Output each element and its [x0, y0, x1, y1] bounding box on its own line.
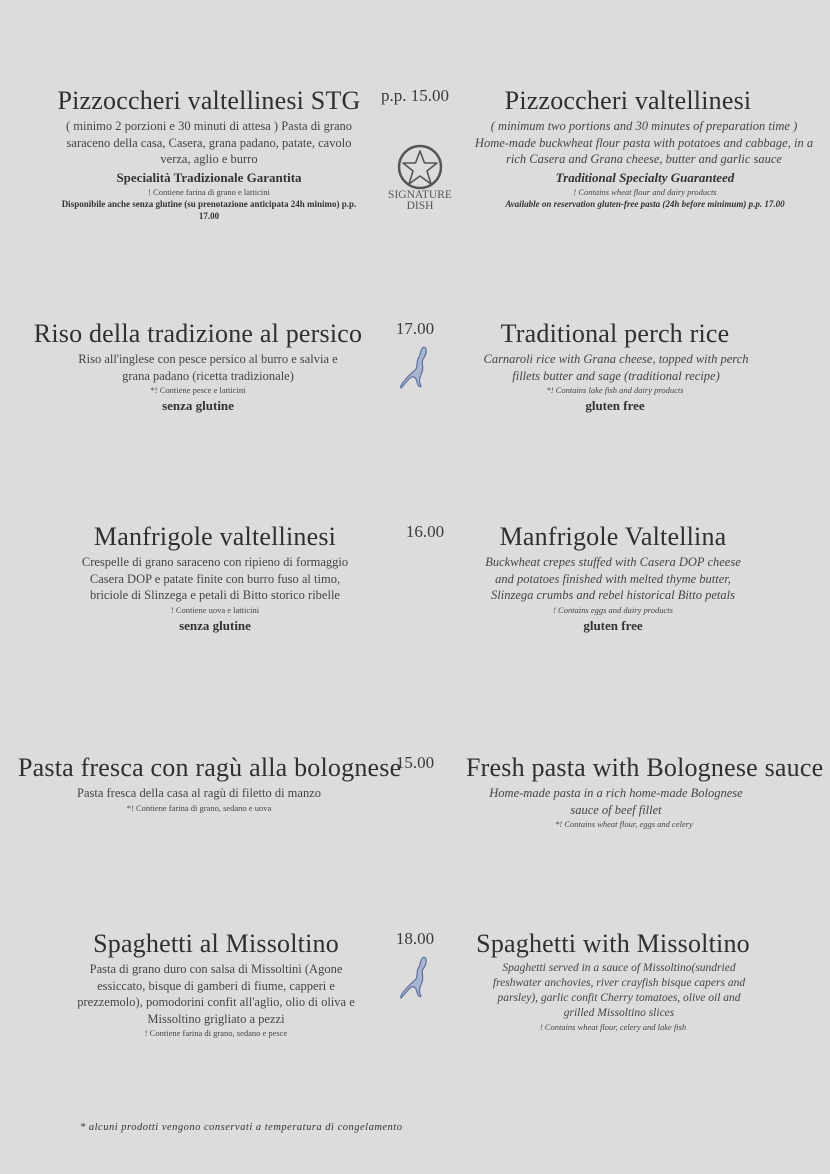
price: 16.00 — [405, 522, 445, 541]
dish-title: Pizzoccheri valtellinesi — [504, 86, 752, 115]
gluten-free-availability: Available on reservation gluten-free pasta (24h before minimum) p.p. 17.00 — [505, 198, 785, 209]
allergen-note: *! Contains lake fish and dairy products — [546, 385, 684, 395]
dish-title: Traditional perch rice — [500, 319, 730, 348]
allergen-note: ! Contiene farina di grano e latticini — [148, 186, 270, 197]
english-column — [470, 86, 820, 210]
dish-description: Spaghetti served in a sauce of Missoltino(sundried freshwater anchovies, river crayfish bisque capers and parsley), garlic confit Cherry tomatoes, olive oil and grilled Missoltino slices — [492, 962, 746, 1019]
signature-star-icon — [395, 144, 445, 190]
dish-description: ( minimo 2 porzioni e 30 minuti di attesa ) Pasta di grano saraceno della casa, Casera, grana padano, patate, cavolo verza, aglio e burro — [65, 119, 353, 166]
dish-title: Pasta fresca con ragù alla bolognese — [18, 753, 402, 782]
italian-column — [48, 929, 384, 1039]
gluten-free-label: senza glutine — [179, 617, 251, 633]
allergen-note: *! Contains wheat flour, eggs and celery — [555, 819, 693, 829]
price: 17.00 — [395, 319, 435, 338]
allergen-note: ! Contains wheat flour, celery and lake fish — [539, 1022, 687, 1032]
specialty-label: Traditional Specialty Guaranteed — [555, 169, 735, 185]
dish-description: ( minimum two portions and 30 minutes of preparation time ) Home-made buckwheat flour pasta with potatoes and cabbage, in a rich Casera and Grana cheese, butter and garlic sauce — [474, 119, 814, 166]
allergen-note: ! Contiene farina di grano, sedano e pesce — [144, 1028, 288, 1038]
italian-column — [50, 522, 380, 634]
lake-como-icon — [396, 955, 436, 1001]
gluten-free-label: gluten free — [583, 617, 643, 633]
dish-description: Pasta fresca della casa al ragù di filetto di manzo — [77, 786, 321, 800]
dish-description: Crespelle di grano saraceno con ripieno di formaggio Casera DOP e patate finite con burro fuso al timo, briciole di Slinzega e petali di Bitto storico ribelle — [81, 555, 349, 602]
dish-title: Spaghetti al Missoltino — [93, 929, 339, 958]
lake-como-icon — [396, 345, 436, 391]
english-column — [466, 753, 824, 830]
english-column — [470, 929, 756, 1033]
dish-title: Manfrigole valtellinesi — [93, 522, 337, 551]
allergen-note: ! Contains eggs and dairy products — [553, 604, 673, 615]
dish-description: Home-made pasta in a rich home-made Bolognese sauce of beef fillet — [489, 786, 743, 817]
badge-line-2: DISH — [406, 200, 434, 212]
price: 18.00 — [395, 929, 435, 948]
italian-column — [20, 319, 376, 414]
dish-description: Pasta di grano duro con salsa di Missoltini (Agone essiccato, bisque di gamberi di fiume, capperi e prezzemolo), pomodorini confit all'aglio, olio di oliva e Missoltino grigliato a pezzi — [77, 962, 355, 1026]
gluten-free-label: gluten free — [585, 398, 645, 413]
italian-column — [18, 753, 402, 814]
english-column — [470, 522, 756, 634]
gluten-free-availability: Disponibile anche senza glutine (su prenotazione anticipata 24h minimo) p.p. 17.00 — [61, 198, 357, 221]
dish-title: Riso della tradizione al persico — [33, 319, 363, 348]
dish-description: Carnaroli rice with Grana cheese, topped with perch fillets butter and sage (traditional recipe) — [483, 352, 749, 383]
allergen-note: ! Contains wheat flour and dairy products — [573, 186, 717, 197]
signature-dish-badge — [380, 144, 460, 212]
footnote: * alcuni prodotti vengono conservati a temperatura di congelamento — [80, 1122, 403, 1133]
english-column — [470, 319, 760, 414]
badge-line-1: SIGNATURE — [388, 189, 452, 201]
price: 15.00 — [395, 753, 435, 772]
gluten-free-label: senza glutine — [162, 398, 234, 413]
dish-description: Riso all'inglese con pesce persico al burro e salvia e grana padano (ricetta tradizionale) — [78, 352, 338, 383]
specialty-label: Specialità Tradizionale Garantita — [116, 169, 302, 185]
dish-description: Buckwheat crepes stuffed with Casera DOP cheese and potatoes finished with melted thyme butter, Slinzega crumbs and rebel historical Bitto petals — [485, 555, 741, 602]
price: p.p. 15.00 — [381, 86, 449, 105]
italian-column — [34, 86, 384, 222]
dish-title: Manfrigole Valtellina — [499, 522, 727, 551]
allergen-note: *! Contiene pesce e latticini — [150, 385, 246, 395]
allergen-note: ! Contiene uova e latticini — [170, 604, 260, 615]
dish-title: Fresh pasta with Bolognese sauce — [466, 753, 824, 782]
dish-title: Spaghetti with Missoltino — [476, 929, 750, 958]
allergen-note: *! Contiene farina di grano, sedano e uova — [126, 802, 272, 813]
dish-title: Pizzoccheri valtellinesi STG — [57, 86, 361, 115]
